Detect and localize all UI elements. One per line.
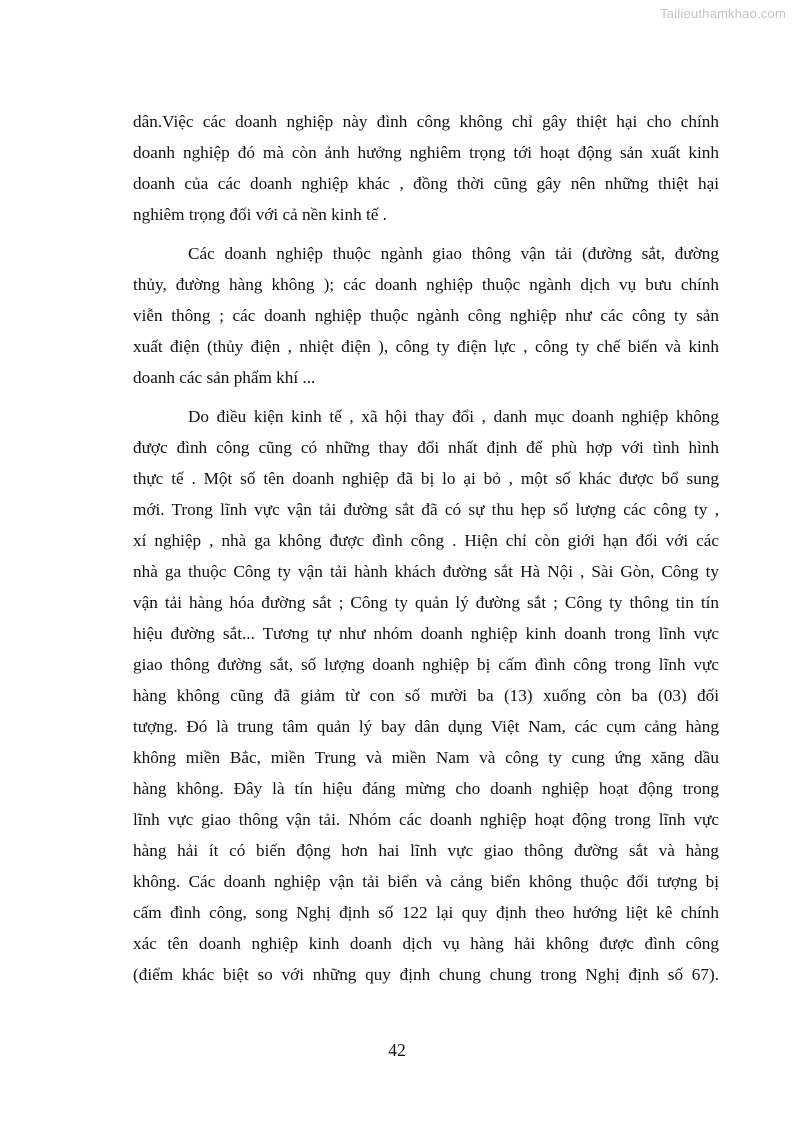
text-line: thực tế . Một số tên doanh nghiệp đã bị lo ại bỏ , một số khác được bổ sung <box>133 469 719 488</box>
text-line: xuất điện (thủy điện , nhiệt điện ), công ty điện lực , công ty chế biến và kinh <box>133 337 719 356</box>
paragraph-1 <box>133 106 719 230</box>
text-line: được đình công cũng có những thay đổi nhất định để phù hợp với tình hình <box>133 438 719 457</box>
paragraph-2 <box>133 238 719 393</box>
text-line: tượng. Đó là trung tâm quản lý bay dân dụng Việt Nam, các cụm cảng hàng <box>133 717 719 736</box>
text-line: nghiêm trọng đối với cả nền kinh tế . <box>133 205 387 224</box>
text-line: (điểm khác biệt so với những quy định chung chung trong Nghị định số 67). <box>133 965 719 984</box>
text-line: viễn thông ; các doanh nghiệp thuộc ngành công nghiệp như các công ty sản <box>133 306 719 325</box>
text-line: mới. Trong lĩnh vực vận tải đường sắt đã có sự thu hẹp số lượng các công ty , <box>133 500 719 519</box>
text-line: doanh các sản phẩm khí ... <box>133 368 316 387</box>
text-line: không miền Bắc, miền Trung và miền Nam và công ty cung ứng xăng dầu <box>133 748 719 767</box>
watermark-text: Tailieuthamkhao.com <box>660 6 786 21</box>
text-line: thủy, đường hàng không ); các doanh nghiệp thuộc ngành dịch vụ bưu chính <box>133 275 719 294</box>
text-line: Các doanh nghiệp thuộc ngành giao thông vận tải (đường sắt, đường <box>188 244 719 263</box>
text-line: doanh của các doanh nghiệp khác , đồng thời cũng gây nên những thiệt hại <box>133 174 719 193</box>
text-line: xí nghiệp , nhà ga không được đình công . Hiện chỉ còn giới hạn đối với các <box>133 531 719 550</box>
text-line: hiệu đường sắt... Tương tự như nhóm doanh nghiệp kinh doanh trong lĩnh vực <box>133 624 719 643</box>
text-line: vận tải hàng hóa đường sắt ; Công ty quản lý đường sắt ; Công ty thông tin tín <box>133 593 719 612</box>
text-line: doanh nghiệp đó mà còn ảnh hưởng nghiêm trọng tới hoạt động sản xuất kinh <box>133 143 719 162</box>
text-line: Do điều kiện kinh tế , xã hội thay đổi , danh mục doanh nghiệp không <box>188 407 719 426</box>
text-line: không. Các doanh nghiệp vận tải biển và cảng biển không thuộc đối tượng bị <box>133 872 719 891</box>
text-line: dân.Việc các doanh nghiệp này đình công không chỉ gây thiệt hại cho chính <box>133 112 719 131</box>
text-line: giao thông đường sắt, số lượng doanh nghiệp bị cấm đình công trong lĩnh vực <box>133 655 719 674</box>
text-line: cấm đình công, song Nghị định số 122 lại quy định theo hướng liệt kê chính <box>133 903 719 922</box>
text-line: hàng hải ít có biến động hơn hai lĩnh vực giao thông đường sắt và hàng <box>133 841 719 860</box>
text-line: hàng không cũng đã giảm từ con số mười ba (13) xuống còn ba (03) đối <box>133 686 719 705</box>
text-line: hàng không. Đây là tín hiệu đáng mừng cho doanh nghiệp hoạt động trong <box>133 779 719 798</box>
page-number: 42 <box>388 1040 406 1060</box>
paragraph-3 <box>133 401 719 990</box>
text-line: xác tên doanh nghiệp kinh doanh dịch vụ hàng hải không được đình công <box>133 934 719 953</box>
text-line: nhà ga thuộc Công ty vận tải hành khách đường sắt Hà Nội , Sài Gòn, Công ty <box>133 562 719 581</box>
document-body <box>133 106 719 990</box>
text-line: lĩnh vực giao thông vận tải. Nhóm các doanh nghiệp hoạt động trong lĩnh vực <box>133 810 719 829</box>
